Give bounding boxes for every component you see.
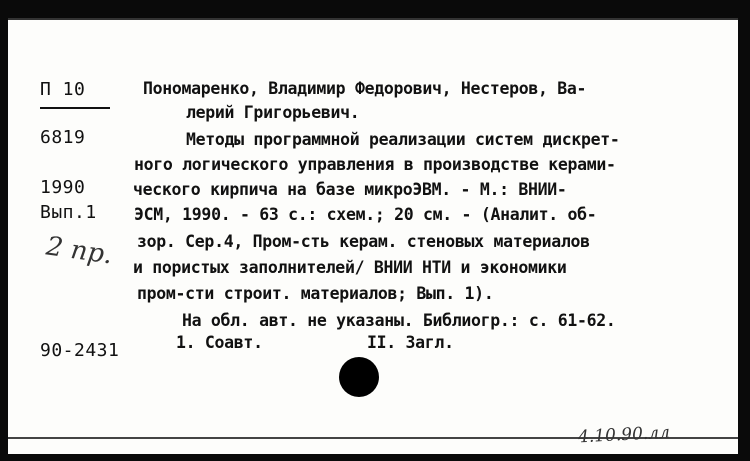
card-line: и пористых заполнителей/ ВНИИ НТИ и экономики bbox=[133, 258, 567, 277]
shelf-mark: П 10 bbox=[40, 79, 86, 100]
shelf-mark-underline bbox=[40, 107, 110, 109]
accession-number: 6819 bbox=[40, 127, 86, 148]
card-line: лерий Григорьевич. bbox=[186, 103, 360, 122]
card-border-left bbox=[0, 0, 8, 461]
card-border-bottom bbox=[0, 454, 750, 461]
card-line: Пономаренко, Владимир Федорович, Нестеров, Ва- bbox=[143, 79, 587, 98]
card-line: 1. Соавт. bbox=[176, 333, 263, 352]
card-border-top-inner bbox=[8, 18, 738, 20]
card-line: ного логического управления в производстве керами- bbox=[134, 155, 616, 174]
card-line: ЭСМ, 1990. - 63 с.: схем.; 20 см. - (Аналит. об- bbox=[134, 205, 597, 224]
card-punch-hole bbox=[339, 357, 379, 397]
card-border-top bbox=[0, 0, 750, 18]
card-line: II. Загл. bbox=[367, 333, 454, 352]
card-line: пром-сти строит. материалов; Вып. 1). bbox=[137, 284, 494, 303]
card-line: ческого кирпича на базе микроЭВМ. - М.: ВНИИ- bbox=[133, 180, 567, 199]
card-line: зор. Сер.4, Пром-сть керам. стеновых материалов bbox=[137, 232, 590, 251]
issue-number: Вып.1 bbox=[40, 202, 97, 223]
inventory-number: 90-2431 bbox=[40, 340, 120, 361]
handwritten-copies-mark: 2 пр. bbox=[44, 231, 115, 271]
card-line: На обл. авт. не указаны. Библиогр.: с. 61-62. bbox=[182, 311, 616, 330]
publication-year: 1990 bbox=[40, 177, 86, 198]
card-line: Методы программной реализации систем дискрет- bbox=[186, 130, 620, 149]
handwritten-date-note: 4.10.90.лл bbox=[577, 422, 671, 448]
card-border-right bbox=[738, 0, 750, 461]
